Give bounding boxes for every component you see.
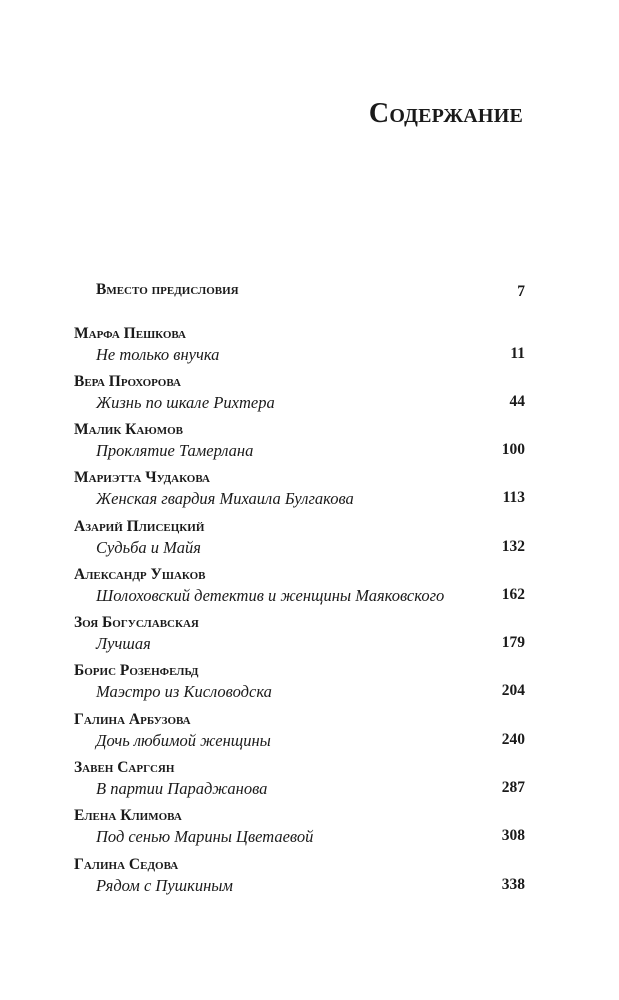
entry-title: Под сенью Марины Цветаевой bbox=[96, 827, 314, 846]
entry-author: Борис Розенфельд bbox=[74, 662, 199, 679]
entry-title: Маэстро из Кисловодска bbox=[96, 682, 272, 701]
toc-entry[interactable] bbox=[74, 711, 525, 755]
preface-page-number: 7 bbox=[517, 283, 525, 300]
entry-title: В партии Параджанова bbox=[96, 779, 268, 798]
entry-page-number: 179 bbox=[501, 634, 525, 651]
entry-title: Проклятие Тамерлана bbox=[96, 441, 254, 460]
entry-page-number: 308 bbox=[501, 827, 525, 844]
entry-title: Дочь любимой женщины bbox=[96, 731, 271, 750]
entry-author: Вера Прохорова bbox=[74, 373, 181, 390]
toc-entry[interactable] bbox=[74, 518, 525, 562]
entry-author: Малик Каюмов bbox=[74, 421, 184, 438]
toc-entry[interactable] bbox=[74, 421, 525, 465]
entry-page-number: 11 bbox=[510, 345, 525, 362]
toc-entry[interactable] bbox=[74, 807, 525, 851]
toc-entry[interactable] bbox=[74, 325, 525, 369]
entry-author: Завен Саргсян bbox=[74, 759, 175, 776]
entry-author: Галина Седова bbox=[74, 856, 179, 873]
toc-entry[interactable] bbox=[74, 566, 525, 610]
entry-title: Судьба и Майя bbox=[96, 538, 201, 557]
toc-entry-preface[interactable] bbox=[96, 281, 525, 303]
toc-entry[interactable] bbox=[74, 759, 525, 803]
entry-author: Елена Климова bbox=[74, 807, 182, 824]
toc-entry[interactable] bbox=[74, 469, 525, 513]
toc-entry[interactable] bbox=[74, 614, 525, 658]
entry-page-number: 113 bbox=[502, 489, 525, 506]
preface-title: Вместо предисловия bbox=[96, 281, 239, 298]
entry-page-number: 100 bbox=[501, 441, 525, 458]
entry-title: Лучшая bbox=[96, 634, 151, 653]
entry-author: Азарий Плисецкий bbox=[74, 518, 205, 535]
page-title: Содержание bbox=[368, 98, 523, 129]
entry-title: Рядом с Пушкиным bbox=[96, 876, 233, 895]
entry-page-number: 204 bbox=[501, 682, 525, 699]
entry-title: Жизнь по шкале Рихтера bbox=[96, 393, 275, 412]
entry-page-number: 240 bbox=[501, 731, 525, 748]
entry-author: Мариэтта Чудакова bbox=[74, 469, 210, 486]
entry-page-number: 287 bbox=[501, 779, 525, 796]
entry-page-number: 338 bbox=[501, 876, 525, 893]
entry-title: Шолоховский детектив и женщины Маяковского bbox=[96, 586, 445, 605]
toc-entry[interactable] bbox=[74, 373, 525, 417]
toc-entry[interactable] bbox=[74, 662, 525, 706]
entry-author: Александр Ушаков bbox=[74, 566, 206, 583]
entry-page-number: 132 bbox=[501, 538, 525, 555]
entry-author: Галина Арбузова bbox=[74, 711, 191, 728]
entry-page-number: 44 bbox=[509, 393, 525, 410]
entry-title: Женская гвардия Михаила Булгакова bbox=[96, 489, 354, 508]
entry-title: Не только внучка bbox=[96, 345, 220, 364]
entry-author: Марфа Пешкова bbox=[74, 325, 186, 342]
entry-author: Зоя Богуславская bbox=[74, 614, 199, 631]
toc-entry[interactable] bbox=[74, 856, 525, 900]
entry-page-number: 162 bbox=[501, 586, 525, 603]
